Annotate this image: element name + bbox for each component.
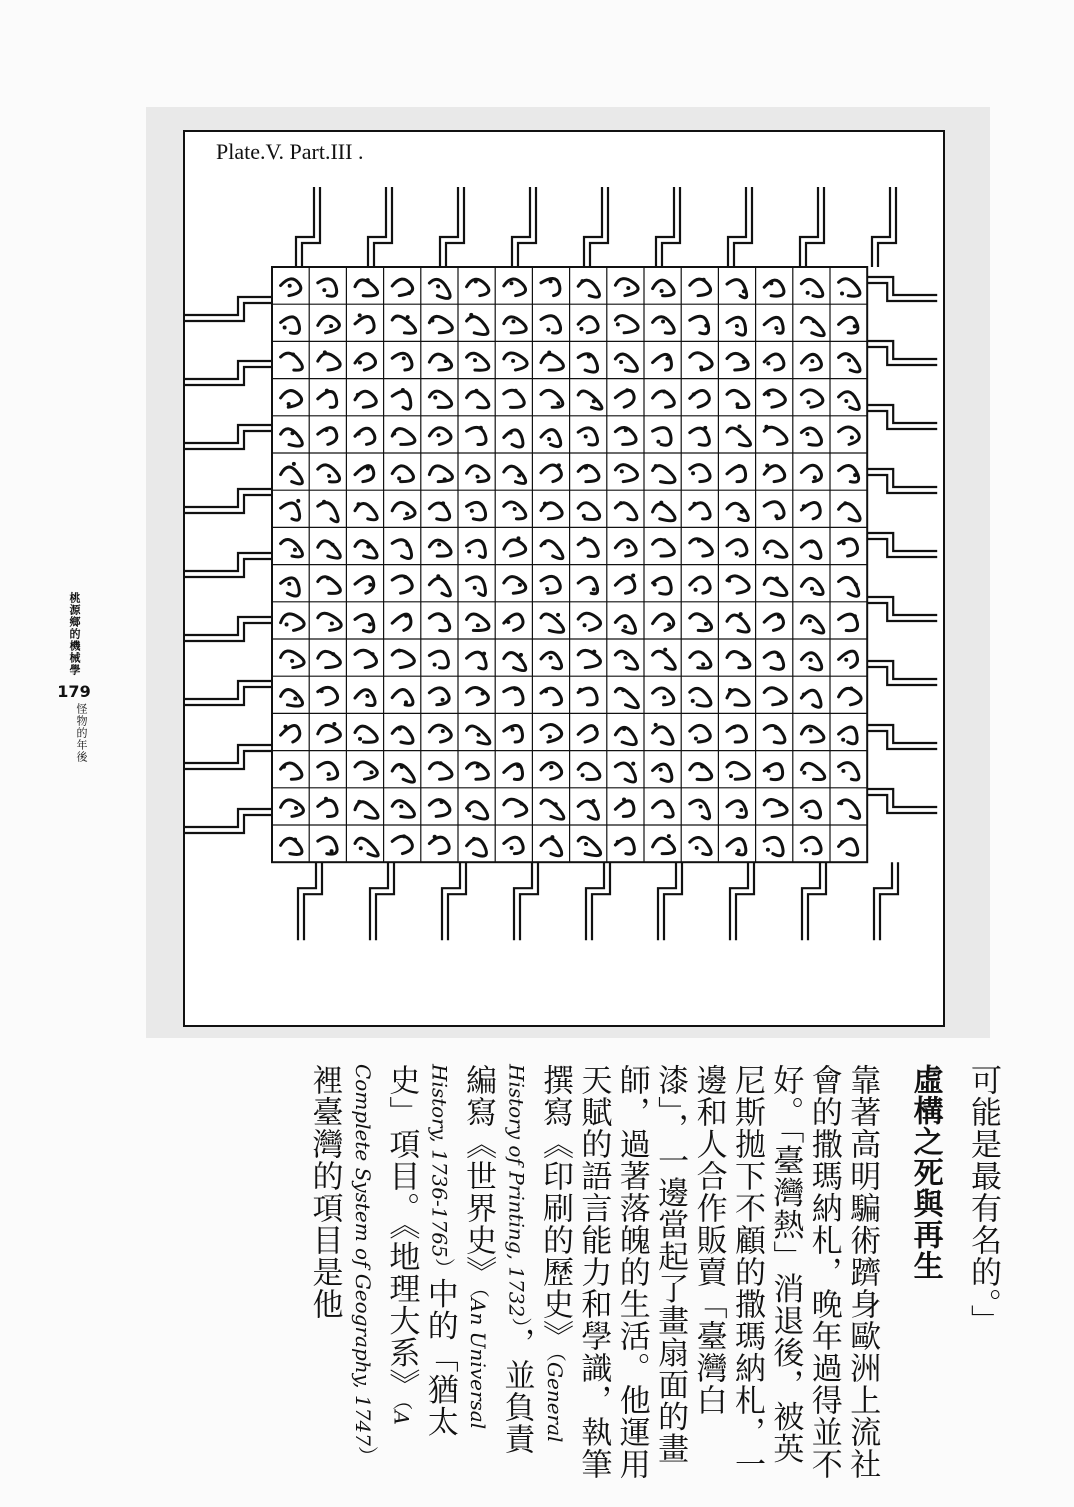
- cipher-dot: [769, 281, 773, 285]
- cipher-dot: [511, 359, 515, 363]
- cipher-dot: [444, 618, 448, 622]
- cipher-dot: [619, 501, 623, 505]
- cipher-dot: [433, 663, 437, 667]
- cipher-dot: [802, 504, 806, 508]
- cipher-dot: [545, 587, 549, 591]
- cipher-dot: [320, 689, 324, 693]
- cipher-dot: [584, 434, 588, 438]
- cipher-dot: [767, 392, 771, 396]
- cipher-dot: [587, 354, 591, 358]
- cipher-dot: [283, 325, 287, 329]
- cipher-dot: [694, 588, 698, 592]
- cipher-dot: [477, 733, 481, 737]
- cipher-dot: [549, 765, 553, 769]
- cipher-dot: [774, 514, 778, 518]
- cipher-dot: [742, 657, 746, 661]
- cipher-dot: [357, 432, 361, 436]
- cipher-dot: [742, 360, 746, 364]
- cipher-dot: [366, 545, 370, 549]
- cipher-dot: [810, 359, 814, 363]
- cipher-dot: [739, 612, 743, 616]
- cipher-dot: [623, 656, 627, 660]
- cipher-dot: [742, 289, 746, 293]
- cipher-dot: [704, 622, 708, 626]
- cipher-dot: [368, 622, 372, 626]
- cipher-dot: [702, 278, 706, 282]
- cipher-dot: [583, 623, 587, 627]
- cipher-dot: [472, 837, 476, 841]
- cipher-dot: [370, 770, 374, 774]
- cipher-dot: [592, 650, 596, 654]
- cipher-dot: [293, 838, 297, 842]
- paragraph-text-4: 裡臺灣的項目是他: [306, 1064, 343, 1320]
- cipher-dot: [440, 800, 444, 804]
- cipher-dot: [765, 550, 769, 554]
- cipher-dot: [622, 727, 626, 731]
- cipher-dot: [810, 587, 814, 591]
- cipher-dot: [473, 358, 477, 362]
- cipher-dot: [404, 614, 408, 618]
- cipher-dot: [737, 464, 741, 468]
- cipher-dot: [659, 768, 663, 772]
- cipher-dot: [854, 583, 858, 587]
- section-heading: 虛構之死與再生: [907, 1064, 943, 1281]
- cipher-dot: [436, 574, 440, 578]
- cipher-dot: [732, 725, 736, 729]
- cipher-dot: [441, 729, 445, 733]
- cipher-dot: [620, 469, 624, 473]
- cipher-dot: [356, 393, 360, 397]
- cipher-dot: [397, 476, 401, 480]
- plate-drawing: [146, 107, 990, 1038]
- cipher-dot: [358, 361, 362, 365]
- cipher-dot: [436, 284, 440, 288]
- cipher-dot: [407, 291, 411, 295]
- cipher-dot: [853, 473, 857, 477]
- cipher-dot: [584, 466, 588, 470]
- cipher-dot: [739, 808, 743, 812]
- cipher-dot: [557, 463, 561, 467]
- cipher-dot: [325, 428, 329, 432]
- cipher-dot: [444, 359, 448, 363]
- cipher-dot: [626, 286, 630, 290]
- cipher-dot: [330, 622, 334, 626]
- cipher-dot: [513, 507, 517, 511]
- cipher-dot: [358, 313, 362, 317]
- cipher-dot: [841, 769, 845, 773]
- cipher-dot: [841, 738, 845, 742]
- cipher-dot: [692, 502, 696, 506]
- cipher-dot: [327, 474, 331, 478]
- cipher-dot: [322, 500, 326, 504]
- cipher-dot: [509, 281, 513, 285]
- cipher-dot: [662, 695, 666, 699]
- cipher-dot: [556, 401, 560, 405]
- cipher-dot: [592, 587, 596, 591]
- cipher-dot: [700, 765, 704, 769]
- cipher-dot: [766, 848, 770, 852]
- cipher-dot: [704, 324, 708, 328]
- cipher-dot: [287, 582, 291, 586]
- cipher-dot: [805, 432, 809, 436]
- cipher-dot: [774, 726, 778, 730]
- cipher-dot: [735, 324, 739, 328]
- reference-3: （A Complete System of Geography, 1747）: [350, 1064, 414, 1466]
- cipher-dot: [513, 687, 517, 691]
- running-head: [54, 592, 94, 763]
- cipher-dot: [357, 800, 361, 804]
- cipher-dot: [547, 437, 551, 441]
- cipher-dot: [554, 802, 558, 806]
- cipher-dot: [701, 662, 705, 666]
- cipher-dot: [764, 425, 768, 429]
- cipher-grid: [272, 267, 867, 862]
- cipher-dot: [778, 802, 782, 806]
- cipher-dot: [592, 399, 596, 403]
- cipher-dot: [332, 722, 336, 726]
- cipher-dot: [296, 499, 300, 503]
- cipher-dot: [547, 351, 551, 355]
- cipher-dot: [290, 659, 294, 663]
- cipher-dot: [665, 357, 669, 361]
- cipher-dot: [543, 502, 547, 506]
- cipher-dot: [516, 764, 520, 768]
- cipher-dot: [441, 698, 445, 702]
- cipher-dot: [511, 319, 515, 323]
- cipher-dot: [366, 278, 370, 282]
- paragraph: [305, 1064, 881, 1484]
- cipher-dot: [516, 536, 520, 540]
- cipher-dot: [849, 687, 853, 691]
- cipher-dot: [543, 541, 547, 545]
- cipher-dot: [844, 658, 848, 662]
- cipher-dot: [810, 540, 814, 544]
- cipher-dot: [293, 697, 297, 701]
- cipher-dot: [436, 433, 440, 437]
- paragraph-text-1: 靠著高明騙術躋身歐洲上流社會的撒瑪納札，晚年過得並不好。「臺灣熱」消退後，被英尼斯拋下不顧的撒瑪納札，一邊和人合作販賣「臺灣白漆」，一邊當起了畫扇面的畫師，過著落魄的生活。他運用天賦的語言能力和學識，執筆撰寫《印刷的歷史》: [536, 1064, 881, 1480]
- cipher-dot: [767, 769, 771, 773]
- cipher-dot: [691, 699, 695, 703]
- cipher-dot: [663, 648, 667, 652]
- cipher-dot: [579, 327, 583, 331]
- cipher-dot: [518, 583, 522, 587]
- cipher-dot: [398, 727, 402, 731]
- cipher-dot: [292, 462, 296, 466]
- cipher-dot: [406, 315, 410, 319]
- cipher-dot: [433, 835, 437, 839]
- cipher-dot: [467, 808, 471, 812]
- cipher-dot: [802, 771, 806, 775]
- cipher-dot: [474, 389, 478, 393]
- cipher-dot: [368, 583, 372, 587]
- cipher-dot: [840, 291, 844, 295]
- cipher-dot: [290, 431, 294, 435]
- cipher-dot: [514, 389, 518, 393]
- cipher-dot: [473, 586, 477, 590]
- book-title: 桃源鄉的機械學: [68, 592, 81, 676]
- cipher-dot: [476, 475, 480, 479]
- reference-2: （An Universal History, 1736-1765）: [427, 1064, 491, 1430]
- page-number: 179: [57, 682, 91, 701]
- cipher-dot: [293, 548, 297, 552]
- cipher-dot: [582, 514, 586, 518]
- cipher-dot: [809, 728, 813, 732]
- cipher-dot: [392, 432, 396, 436]
- cipher-dot: [331, 652, 335, 656]
- cipher-dot: [667, 803, 671, 807]
- cipher-dot: [616, 322, 620, 326]
- cipher-dot: [663, 538, 667, 542]
- cipher-dot: [662, 389, 666, 393]
- cipher-dot: [806, 400, 810, 404]
- paragraph-text-3: 中的「猶太史」項目。《地理大系》: [383, 1064, 458, 1438]
- plate-caption: Plate.V. Part.III .: [216, 139, 364, 164]
- cipher-dot: [737, 425, 741, 429]
- cipher-dot: [626, 545, 630, 549]
- cipher-dot: [735, 552, 739, 556]
- body-text: [150, 1064, 1002, 1484]
- continued-line: 可能是最有名的。」: [965, 1064, 1001, 1337]
- cipher-dot: [511, 728, 515, 732]
- cipher-dot: [583, 537, 587, 541]
- cipher-dot: [365, 694, 369, 698]
- cipher-dot: [405, 543, 409, 547]
- cipher-dot: [404, 700, 408, 704]
- cipher-dot: [549, 656, 553, 660]
- cipher-dot: [839, 801, 843, 805]
- cipher-dot: [556, 613, 560, 617]
- cipher-dot: [625, 388, 629, 392]
- cipher-dot: [288, 284, 292, 288]
- cipher-dot: [654, 723, 658, 727]
- cipher-dot: [808, 619, 812, 623]
- cipher-dot: [847, 358, 851, 362]
- cipher-dot: [433, 396, 437, 400]
- cipher-dot: [584, 842, 588, 846]
- cipher-dot: [699, 365, 703, 369]
- cipher-dot: [621, 688, 625, 692]
- cipher-dot: [371, 652, 375, 656]
- cipher-dot: [667, 834, 671, 838]
- cipher-dot: [813, 476, 817, 480]
- cipher-dot: [850, 435, 854, 439]
- cipher-dot: [840, 840, 844, 844]
- cipher-dot: [443, 477, 447, 481]
- cipher-dot: [469, 313, 473, 317]
- cipher-dot: [667, 622, 671, 626]
- cipher-dot: [812, 319, 816, 323]
- cipher-dot: [430, 318, 434, 322]
- cipher-dot: [656, 440, 660, 444]
- cipher-dot: [774, 326, 778, 330]
- cipher-dot: [325, 389, 329, 393]
- cipher-dot: [441, 501, 445, 505]
- cipher-dot: [291, 352, 295, 356]
- cipher-dot: [660, 289, 664, 293]
- cipher-dot: [476, 623, 480, 627]
- cipher-dot: [474, 279, 478, 283]
- cipher-dot: [619, 360, 623, 364]
- cipher-dot: [727, 579, 731, 583]
- cipher-dot: [510, 846, 514, 850]
- cipher-dot: [437, 543, 441, 547]
- cipher-dot: [399, 804, 403, 808]
- cipher-dot: [804, 809, 808, 813]
- cipher-dot: [775, 577, 779, 581]
- cipher-dot: [735, 402, 739, 406]
- cipher-dot: [729, 774, 733, 778]
- cipher-dot: [661, 320, 665, 324]
- cipher-dot: [703, 426, 707, 430]
- cipher-dot: [285, 622, 289, 626]
- cipher-dot: [282, 765, 286, 769]
- cipher-dot: [403, 575, 407, 579]
- cipher-dot: [549, 279, 553, 283]
- cipher-dot: [578, 688, 582, 692]
- cipher-dot: [439, 761, 443, 765]
- cipher-dot: [405, 512, 409, 516]
- cipher-dot: [467, 549, 471, 553]
- cipher-dot: [397, 649, 401, 653]
- plate-illustration: [146, 107, 990, 1038]
- cipher-dot: [591, 799, 595, 803]
- cipher-dot: [653, 582, 657, 586]
- cipher-dot: [631, 573, 635, 577]
- cipher-dot: [691, 471, 695, 475]
- chapter-title: 怪物的年後: [75, 703, 88, 763]
- cipher-dot: [581, 773, 585, 777]
- cipher-dot: [324, 797, 328, 801]
- cipher-dot: [802, 693, 806, 697]
- cipher-dot: [287, 402, 291, 406]
- cipher-dot: [323, 350, 327, 354]
- cipher-dot: [402, 356, 406, 360]
- cipher-dot: [622, 798, 626, 802]
- cipher-dot: [479, 426, 483, 430]
- cipher-dot: [481, 692, 485, 696]
- cipher-dot: [580, 279, 584, 283]
- cipher-dot: [659, 501, 663, 505]
- cipher-dot: [327, 772, 331, 776]
- cipher-dot: [853, 324, 857, 328]
- cipher-dot: [330, 849, 334, 853]
- cipher-dot: [631, 762, 635, 766]
- cipher-dot: [740, 510, 744, 514]
- cipher-dot: [844, 399, 848, 403]
- cipher-dot: [331, 543, 335, 547]
- cipher-dot: [804, 848, 808, 852]
- cipher-dot: [400, 765, 404, 769]
- cipher-dot: [470, 509, 474, 513]
- cipher-dot: [476, 765, 480, 769]
- cipher-dot: [737, 849, 741, 853]
- cipher-dot: [402, 834, 406, 838]
- cipher-dot: [294, 806, 298, 810]
- cipher-dot: [329, 324, 333, 328]
- cipher-dot: [357, 502, 361, 506]
- cipher-dot: [548, 735, 552, 739]
- cipher-dot: [766, 361, 770, 365]
- cipher-dot: [692, 392, 696, 396]
- cipher-dot: [623, 625, 627, 629]
- cipher-dot: [624, 428, 628, 432]
- cipher-dot: [654, 464, 658, 468]
- cipher-dot: [284, 725, 288, 729]
- cipher-dot: [359, 846, 363, 850]
- cipher-dot: [842, 541, 846, 545]
- cipher-dot: [594, 727, 598, 731]
- paragraph-text-2: ，並負責編寫《世界史》: [460, 1064, 535, 1456]
- cipher-dot: [699, 805, 703, 809]
- cipher-dot: [358, 737, 362, 741]
- cipher-dot: [326, 576, 330, 580]
- cipher-dot: [777, 615, 781, 619]
- cipher-dot: [806, 291, 810, 295]
- cipher-dot: [322, 288, 326, 292]
- cipher-dot: [695, 846, 699, 850]
- cipher-dot: [519, 802, 523, 806]
- cipher-dot: [809, 658, 813, 662]
- cipher-dot: [546, 328, 550, 332]
- cipher-dot: [482, 652, 486, 656]
- cipher-dot: [853, 614, 857, 618]
- cipher-dot: [509, 431, 513, 435]
- cipher-dot: [728, 688, 732, 692]
- cipher-dot: [519, 653, 523, 657]
- cipher-dot: [401, 388, 405, 392]
- cipher-dot: [843, 501, 847, 505]
- cipher-dot: [550, 835, 554, 839]
- cipher-dot: [779, 700, 783, 704]
- cipher-dot: [544, 689, 548, 693]
- cipher-dot: [616, 840, 620, 844]
- cipher-dot: [366, 466, 370, 470]
- cipher-dot: [506, 620, 510, 624]
- cipher-dot: [694, 737, 698, 741]
- cipher-dot: [517, 474, 521, 478]
- cipher-dot: [777, 654, 781, 658]
- cipher-dot: [697, 539, 701, 543]
- cipher-dot: [765, 464, 769, 468]
- reference-1: （General History of Printing, 1732）: [504, 1064, 567, 1443]
